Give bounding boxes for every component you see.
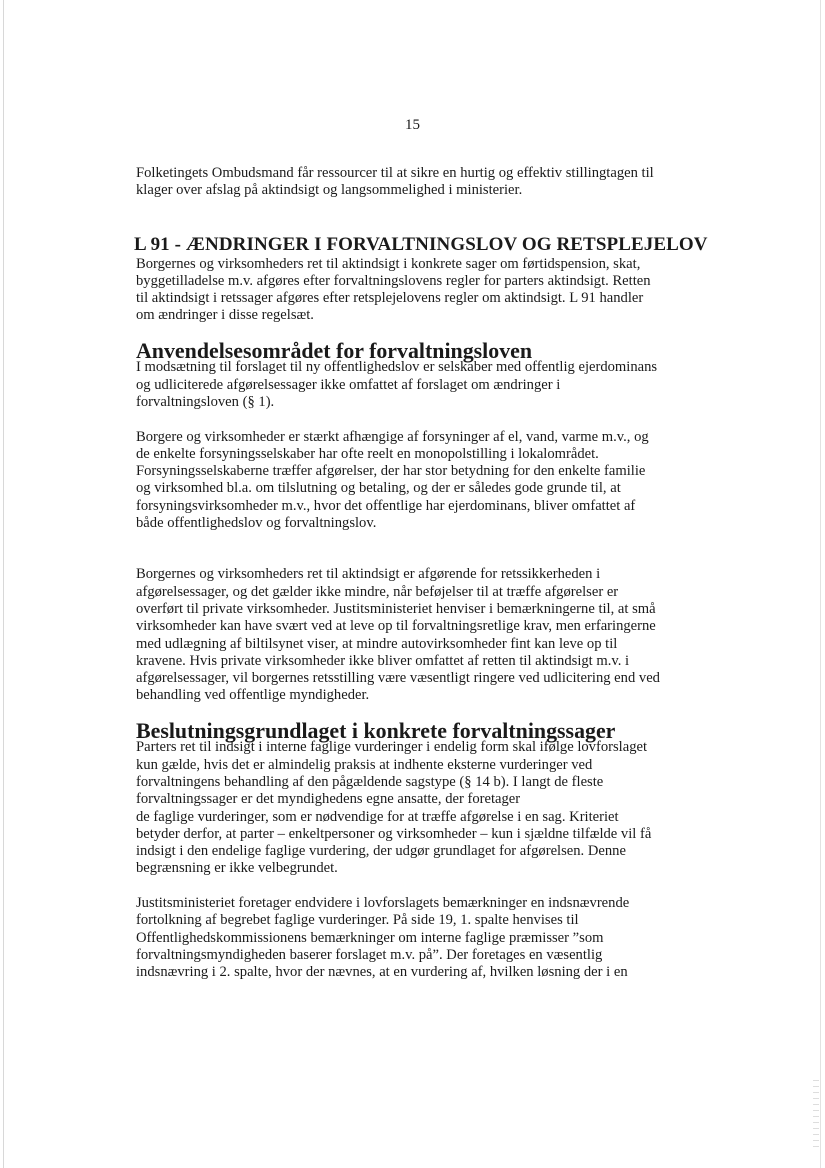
paragraph <box>136 359 696 411</box>
text-line: klager over afslag på aktindsigt og langsommelighed i ministerier. <box>136 182 523 199</box>
text-line: forsyningsvirksomheder m.v., hvor det offentlige har ejerdominans, bliver omfattet af <box>136 497 636 514</box>
text-line: Borgere og virksomheder er stærkt afhængige af forsyninger af el, vand, varme m.v., og <box>136 428 649 445</box>
text-line: I modsætning til forslaget til ny offentlighedslov er selskaber med offentlig ejerdominans <box>136 359 658 376</box>
scan-edge-right <box>820 0 821 1168</box>
text-line: med udlægning af biltilsynet viser, at mindre autovirksomheder fint kan leve op til <box>136 635 618 652</box>
text-line: forvaltningens behandling af den pågældende sagstype (§ 14 b). I langt de fleste <box>136 773 604 790</box>
paragraph <box>136 566 696 704</box>
text-line: afgørelsessager, vil borgernes retsstilling være væsentligt ringere ved udlicitering end ved <box>136 670 660 687</box>
text-line: betyder derfor, at parter – enkeltpersoner og virksomheder – kun i sjældne tilfælde vil få <box>136 825 652 842</box>
spacer <box>136 532 696 566</box>
text-line: kun gælde, hvis det er almindelig praksis at indhente eksterne vurderinger ved <box>136 756 593 773</box>
text-line: Offentlighedskommissionens bemærkninger om interne faglige præmisser ”som <box>136 929 604 946</box>
scan-artifact <box>813 1080 819 1150</box>
spacer <box>136 200 696 234</box>
text-line: overført til private virksomheder. Justitsministeriet henviser i bemærkningerne til, at små <box>136 600 656 617</box>
text-line: behandling ved offentlige myndigheder. <box>136 687 370 704</box>
text-line: og virksomhed bl.a. om tilslutning og betaling, og der er således gode grunde til, at <box>136 480 621 497</box>
paragraph <box>136 895 696 981</box>
text-line: de faglige vurderinger, som er nødvendige for at træffe afgørelse i en sag. Kriteriet <box>136 808 619 825</box>
text-line: Parters ret til indsigt i interne faglige vurderinger i endelig form skal ifølge lovforslaget <box>136 739 648 756</box>
text-line: de enkelte forsyningsselskaber har ofte reelt en monopolstilling i lokalområdet. <box>136 445 599 462</box>
text-line: virksomheder kan have svært ved at leve op til forvaltningsretlige krav, men erfaringerne <box>136 618 656 635</box>
text-line: om ændringer i disse regelsæt. <box>136 307 314 324</box>
text-line: både offentlighedslov og forvaltningslov. <box>136 515 377 532</box>
intro-paragraph <box>136 165 696 200</box>
text-line: indsigt i den endelige faglige vurdering, der udgør grundlaget for afgørelsen. Denne <box>136 843 626 860</box>
paragraph <box>136 739 696 877</box>
text-line: fortolkning af begrebet faglige vurderinger. På side 19, 1. spalte henvises til <box>136 912 579 929</box>
text-line: Forsyningsselskaberne træffer afgørelser, der har stor betydning for den enkelte familie <box>136 463 646 480</box>
scan-edge-left <box>3 0 4 1168</box>
subsection-heading: Beslutningsgrundlaget i konkrete forvaltningssager <box>136 718 616 744</box>
text-line: forvaltningsloven (§ 1). <box>136 393 275 410</box>
text-line: forvaltningssager er det myndighedens egne ansatte, der foretager <box>136 791 521 808</box>
section-heading: L 91 - ÆNDRINGER I FORVALTNINGSLOV OG RETSPLEJELOV <box>134 233 708 255</box>
text-line: indsnævring i 2. spalte, hvor der nævnes, at en vurdering af, hvilken løsning der i en <box>136 964 628 981</box>
text-line: Folketingets Ombudsmand får ressourcer til at sikre en hurtig og effektiv stillingtagen til <box>136 165 654 181</box>
text-line: og udliciterede afgørelsessager ikke omfattet af forslaget om ændringer i <box>136 376 561 393</box>
spacer <box>136 411 696 428</box>
paragraph <box>136 429 696 533</box>
text-line: forvaltningsmyndigheden baserer forslaget m.v. på”. Der foretages en væsentlig <box>136 946 603 963</box>
subsection-heading: Anvendelsesområdet for forvaltningsloven <box>136 338 533 364</box>
text-line: begrænsning er ikke velbegrundet. <box>136 860 338 877</box>
page-number: 15 <box>405 117 420 133</box>
text-line: Borgernes og virksomheders ret til aktindsigt i konkrete sager om førtidspension, skat, <box>136 255 641 272</box>
text-line: Justitsministeriet foretager endvidere i lovforslagets bemærkninger en indsnævrende <box>136 894 630 911</box>
text-line: afgørelsessager, og det gælder ikke mindre, når beføjelser til at træffe afgørelser er <box>136 583 619 600</box>
text-line: byggetilladelse m.v. afgøres efter forvaltningslovens regler for parters aktindsigt. Retten <box>136 272 651 289</box>
text-line: Borgernes og virksomheders ret til aktindsigt er afgørende for retssikkerheden i <box>136 566 601 583</box>
text-line: kravene. Hvis private virksomheder ikke bliver omfattet af retten til aktindsigt m.v. i <box>136 652 630 669</box>
document-body <box>134 165 708 981</box>
text-line: til aktindsigt i retssager afgøres efter retsplejelovens regler om aktindsigt. L 91 handler <box>136 290 644 307</box>
heading-paragraph <box>136 256 696 325</box>
spacer <box>136 878 696 895</box>
